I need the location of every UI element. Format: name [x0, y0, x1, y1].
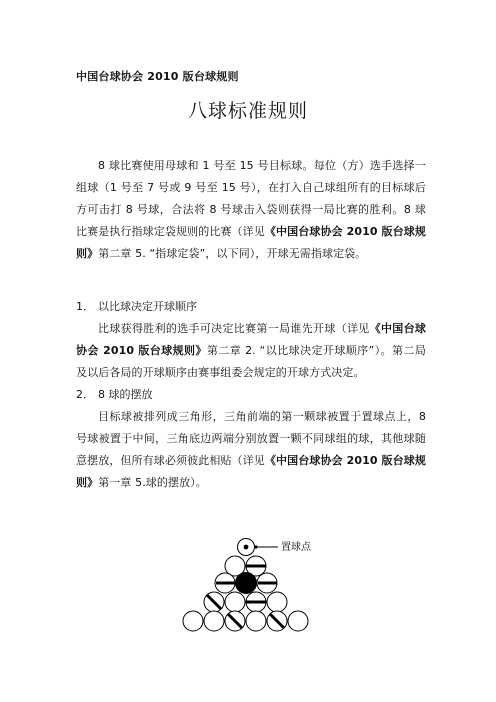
paragraph-intro	[76, 155, 426, 309]
section-number: 1．	[76, 300, 94, 313]
section-heading-2	[76, 384, 153, 406]
spot-pointer-dot	[254, 545, 257, 548]
section-title: 8 球的摆放	[98, 388, 153, 401]
foot-spot-label: 置球点	[281, 542, 311, 553]
bold-reference: 《中国台球协会 2010 版台球规则》	[76, 454, 426, 489]
paragraph-text: 目标球被排列成三角形，三角前端的第一颗球被置于置球点上，8 号球被置于中间，三角底边两端分别放置一颗不同球组的球，其他球随意摆放，但所有球必须彼此相贴（详见	[76, 410, 426, 467]
paragraph-rack	[76, 406, 426, 494]
ball-row4	[225, 592, 245, 612]
ball-row4	[267, 592, 287, 612]
bold-reference: 《中国台球协会 2010 版台球规则》	[76, 225, 426, 260]
ball-row5	[183, 611, 203, 631]
paragraph-text: 第二章 2. “以比球决定开球顺序”）。第二局及以后各局的开球顺序由赛事组委会规定的开球方式决定。	[76, 344, 426, 379]
eight-ball	[236, 573, 257, 594]
rack-diagram-svg	[176, 536, 340, 700]
bold-reference: 《中国台球协会 2010 版台球规则》	[76, 322, 426, 357]
ball-row5	[204, 611, 224, 631]
document-title: 八球标准规则	[187, 100, 308, 122]
paragraph-text: 第二章 5. “指球定袋”，以下同），开球无需指球定袋。	[98, 247, 367, 260]
foot-spot-dot	[244, 545, 249, 550]
section-number: 2．	[76, 388, 94, 401]
document-header: 中国台球协会 2010 版台球规则	[76, 70, 239, 83]
paragraph-text: 比球获得胜利的选手可决定比赛第一局谁先开球（详见	[98, 322, 370, 335]
rack-diagram	[176, 536, 340, 700]
section-title: 以比球决定开球顺序	[98, 300, 197, 313]
ball-row5	[288, 611, 308, 631]
paragraph-text: 第一章 5.球的摆放）。	[98, 476, 207, 489]
paragraph-text: 8 球比赛使用母球和 1 号至 15 号目标球。每位（方）选手选择一组球（1 号至 7 号或 9 号至 15 号），在打入自己球组所有的目标球后方可击打 8 号球，合法将 8 号球击入袋则获得一局比赛的胜利。8 球比赛是执行指球定袋规则的比赛（详见	[76, 159, 426, 238]
paragraph-break-order	[76, 318, 426, 384]
section-heading-1	[76, 296, 197, 318]
ball-row5	[246, 611, 266, 631]
